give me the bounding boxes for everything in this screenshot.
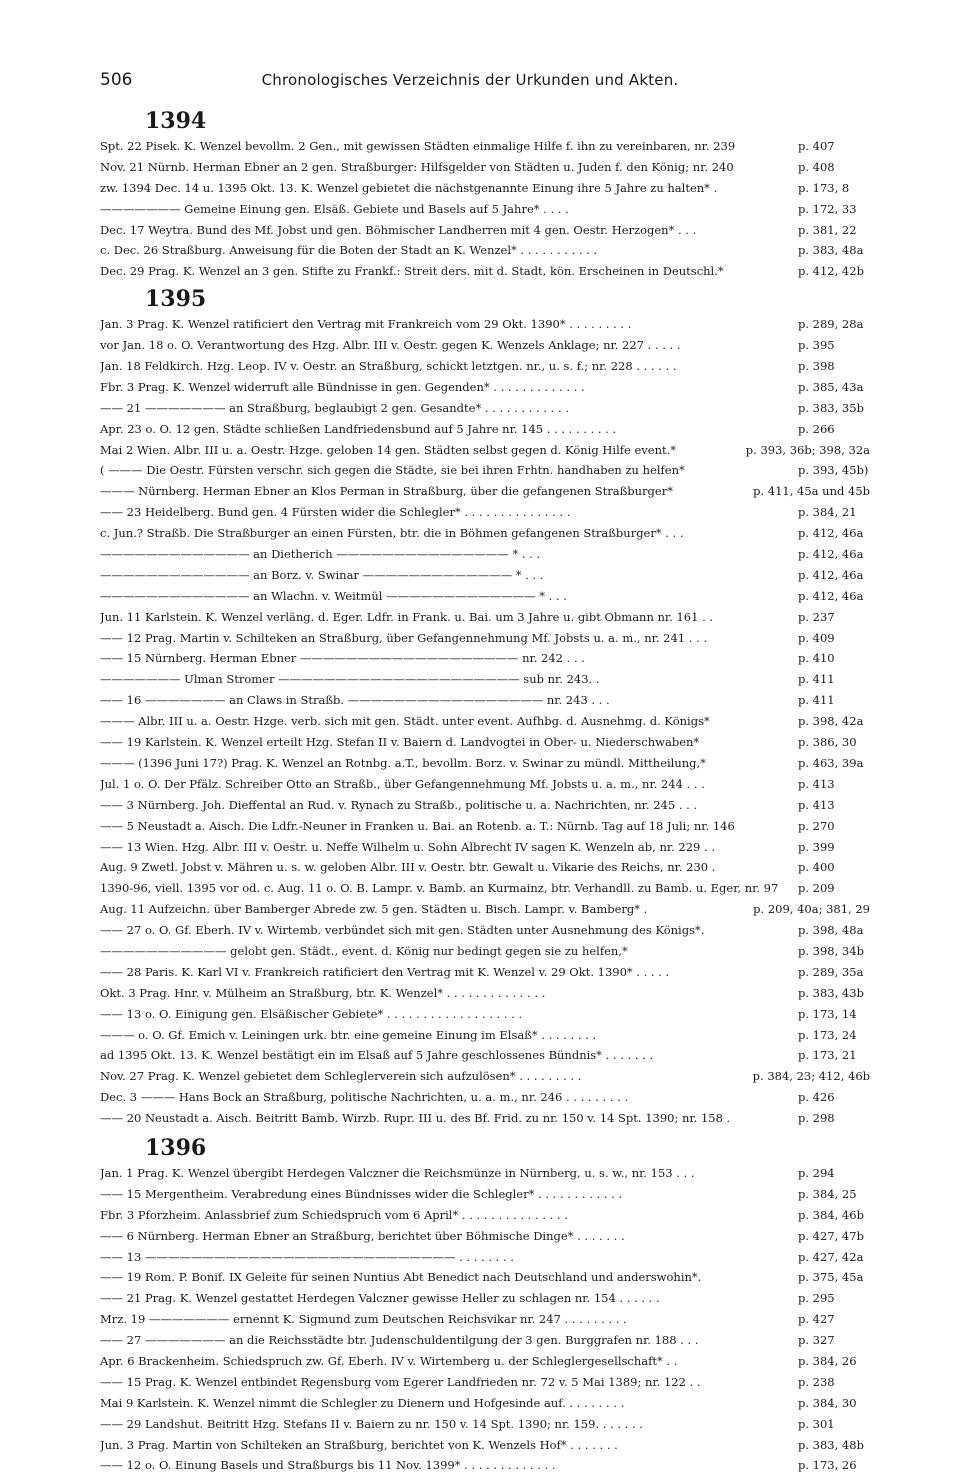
- entry-row: [100, 1066, 870, 1087]
- page-reference: p. 411: [798, 672, 835, 687]
- entry-text: —— 3 Nürnberg. Joh. Dieffental an Rud. v. Rynach zu Straßb., politische u. a. Nachrichten, nr. 245 . . .: [100, 797, 698, 812]
- entry-row: [100, 628, 870, 649]
- entry-row: [100, 1108, 870, 1129]
- entry-row: [100, 1247, 870, 1268]
- page-reference: p. 173, 14: [798, 1006, 857, 1021]
- page-reference: p. 385, 43a: [798, 379, 864, 394]
- page-reference: p. 400: [798, 860, 835, 875]
- entry-text: —— 16 ——————— an Claws in Straßb. ————————————————— nr. 243 . . .: [100, 693, 610, 708]
- entry-row: [100, 1330, 870, 1351]
- page-reference: p. 410: [798, 651, 835, 666]
- page-reference: p. 238: [798, 1374, 835, 1389]
- page-reference: p. 411: [798, 693, 835, 708]
- entry-row: [100, 240, 870, 261]
- entry-text: —— 12 Prag. Martin v. Schilteken an Straßburg, über Gefangennehmung Mf. Jobsts u. a. m., nr. 241 . . .: [100, 630, 708, 645]
- page-reference: p. 411, 45a und 45b: [753, 484, 870, 499]
- entry-text: ——— Albr. III u. a. Oestr. Hzge. verb. sich mit gen. Städt. unter event. Aufhbg. d. Ausnehmg. d. Königs*: [100, 714, 710, 729]
- entry-text: ——— (1396 Juni 17?) Prag. K. Wenzel an Rotnbg. a.T., bevollm. Borz. v. Swinar zu mündl. Mittheilung,*: [100, 755, 706, 770]
- running-title: Chronologisches Verzeichnis der Urkunden und Akten.: [261, 71, 679, 89]
- page-reference: p. 412, 42b: [798, 264, 864, 279]
- entry-text: vor Jan. 18 o. O. Verantwortung des Hzg. Albr. III v. Oestr. gegen K. Wenzels Anklage; nr. 227 . . . . .: [100, 338, 681, 353]
- page-reference: p. 384, 25: [798, 1186, 857, 1201]
- entry-row: [100, 607, 870, 628]
- page-reference: p. 398, 48a: [798, 923, 864, 938]
- entry-text: c. Dec. 26 Straßburg. Anweisung für die Boten der Stadt an K. Wenzel* . . . . . . . . . . .: [100, 243, 598, 258]
- year-heading: 1396: [145, 1134, 207, 1161]
- entry-row: [100, 1455, 870, 1476]
- page-reference: p. 384, 46b: [798, 1207, 864, 1222]
- page-reference: p. 383, 35b: [798, 400, 864, 415]
- entry-text: —— 12 o. O. Einung Basels und Straßburgs bis 11 Nov. 1399* . . . . . . . . . . . . .: [100, 1458, 556, 1473]
- page-reference: p. 393, 45b): [798, 463, 869, 478]
- entry-row: [100, 1025, 870, 1046]
- year-section-1394: [100, 106, 870, 282]
- page-reference: p. 399: [798, 839, 835, 854]
- entry-list: [100, 1163, 870, 1476]
- entry-row: [100, 669, 870, 690]
- page-reference: p. 209: [798, 881, 835, 896]
- entry-row: [100, 753, 870, 774]
- page-reference: p. 463, 39a: [798, 755, 864, 770]
- page-reference: p. 327: [798, 1333, 835, 1348]
- entry-row: [100, 178, 870, 199]
- entry-text: ——————————— gelobt gen. Städt., event. d. König nur bedingt gegen sie zu helfen,*: [100, 943, 628, 958]
- entry-row: [100, 774, 870, 795]
- entry-row: [100, 857, 870, 878]
- page-reference: p. 408: [798, 159, 835, 174]
- page-reference: p. 407: [798, 139, 835, 153]
- entry-row: [100, 398, 870, 419]
- entry-text: ——— o. O. Gf. Emich v. Leiningen urk. btr. eine gemeine Einung im Elsaß* . . . . . . . .: [100, 1027, 597, 1042]
- entry-text: —— 21 ——————— an Straßburg, beglaubigt 2 gen. Gesandte* . . . . . . . . . . . .: [100, 400, 569, 415]
- entry-text: —— 23 Heidelberg. Bund gen. 4 Fürsten wider die Schlegler* . . . . . . . . . . . . . . .: [100, 505, 571, 520]
- entry-text: Aug. 11 Aufzeichn. über Bamberger Abrede zw. 5 gen. Städten u. Bisch. Lampr. v. Bamberg* .: [100, 902, 648, 917]
- entry-text: —— 21 Prag. K. Wenzel gestattet Herdegen Valczner gewisse Heller zu schlagen nr. 154 . . . . . .: [100, 1291, 660, 1306]
- entry-text: —— 13 ——————————————————————————— . . . . . . . .: [100, 1249, 514, 1264]
- page-reference: p. 383, 43b: [798, 985, 864, 1000]
- entry-row: [100, 136, 870, 157]
- page-reference: p. 398, 34b: [798, 943, 864, 958]
- entry-row: [100, 1288, 870, 1309]
- entry-text: Dec. 29 Prag. K. Wenzel an 3 gen. Stifte zu Frankf.: Streit ders. mit d. Stadt, kön. Erscheinen in Deutschl.*: [100, 264, 724, 279]
- page-reference: p. 398, 42a: [798, 714, 864, 729]
- page-reference: p. 393, 36b; 398, 32a: [745, 442, 870, 457]
- page-reference: p. 173, 21: [798, 1048, 857, 1063]
- page-reference: p. 427: [798, 1312, 835, 1327]
- page-reference: p. 209, 40a; 381, 29: [753, 902, 870, 917]
- entry-text: ——— Nürnberg. Herman Ebner an Klos Perman in Straßburg, über die gefangenen Straßburger*: [100, 484, 673, 499]
- entry-row: [100, 335, 870, 356]
- entry-row: [100, 1351, 870, 1372]
- entry-text: ad 1395 Okt. 13. K. Wenzel bestätigt ein im Elsaß auf 5 Jahre geschlossenes Bündnis* . . . . . . .: [100, 1048, 654, 1063]
- entry-text: Nov. 27 Prag. K. Wenzel gebietet dem Schleglerverein sich aufzulösen* . . . . . . . . .: [100, 1069, 582, 1084]
- page-reference: p. 266: [798, 421, 835, 436]
- page-reference: p. 412, 46a: [798, 588, 864, 603]
- entry-row: [100, 816, 870, 837]
- entry-text: Okt. 3 Prag. Hnr. v. Mülheim an Straßburg, btr. K. Wenzel* . . . . . . . . . . . . . .: [100, 985, 546, 1000]
- entry-row: [100, 440, 870, 461]
- entry-text: Jul. 1 o. O. Der Pfälz. Schreiber Otto an Straßb., über Gefangennehmung Mf. Jobsts u. a. m., nr. 244 . . .: [100, 776, 705, 791]
- page-reference: p. 172, 33: [798, 201, 857, 216]
- page-reference: p. 173, 26: [798, 1458, 857, 1473]
- page-reference: p. 384, 21: [798, 505, 857, 520]
- page-reference: p. 413: [798, 797, 835, 812]
- entry-text: Mai 2 Wien. Albr. III u. a. Oestr. Hzge. geloben 14 gen. Städten selbst gegen d. König Hilfe event.*: [100, 442, 677, 457]
- page-reference: p. 173, 8: [798, 180, 850, 195]
- entry-text: Dec. 3 ——— Hans Bock an Straßburg, politische Nachrichten, u. a. m., nr. 246 . . . . . . . . .: [100, 1090, 629, 1105]
- page-reference: p. 413: [798, 776, 835, 791]
- entry-row: [100, 544, 870, 565]
- entry-text: Spt. 22 Pisek. K. Wenzel bevollm. 2 Gen., mit gewissen Städten einmalige Hilfe f. ihn zu vereinbaren, nr. 239: [100, 139, 736, 153]
- page-reference: p. 384, 23; 412, 46b: [752, 1069, 870, 1084]
- year-heading: 1394: [145, 108, 207, 134]
- entry-text: Jan. 1 Prag. K. Wenzel übergibt Herdegen Valczner die Reichsmünze in Nürnberg, u. s. w., nr. 153 . . .: [100, 1165, 695, 1180]
- entry-row: [100, 1414, 870, 1435]
- entry-text: c. Jun.? Straßb. Die Straßburger an einen Fürsten, btr. die in Böhmen gefangenen Straßburger* . . .: [100, 526, 684, 541]
- entry-text: Jun. 11 Karlstein. K. Wenzel verläng. d. Eger. Ldfr. in Frank. u. Bai. um 3 Jahre u. gibt Obmann nr. 161 . .: [100, 609, 714, 624]
- entry-row: [100, 837, 870, 858]
- entry-row: [100, 962, 870, 983]
- entry-row: [100, 377, 870, 398]
- page-reference: p. 412, 46a: [798, 547, 864, 562]
- entry-row: [100, 1205, 870, 1226]
- entry-row: [100, 565, 870, 586]
- entry-row: [100, 899, 870, 920]
- entry-text: Mrz. 19 ——————— ernennt K. Sigmund zum Deutschen Reichsvikar nr. 247 . . . . . . . . .: [100, 1312, 627, 1327]
- entry-text: Apr. 23 o. O. 12 gen. Städte schließen Landfriedensbund auf 5 Jahre nr. 145 . . . . . . . . . .: [100, 421, 617, 436]
- entry-row: [100, 481, 870, 502]
- entry-row: [100, 1045, 870, 1066]
- entry-text: zw. 1394 Dec. 14 u. 1395 Okt. 13. K. Wenzel gebietet die nächstgenannte Einung ihre 5 Jahre zu halten* .: [100, 180, 718, 195]
- page-reference: p. 298: [798, 1111, 835, 1126]
- entry-text: ————————————— an Dietherich ——————————————— * . . .: [100, 547, 541, 562]
- entry-text: ————————————— an Wlachn. v. Weitmül ————————————— * . . .: [100, 588, 567, 603]
- page-header: [100, 70, 870, 102]
- year-heading: 1395: [145, 286, 207, 313]
- entry-text: Jun. 3 Prag. Martin von Schilteken an Straßburg, berichtet von K. Wenzels Hof* . . . . . . .: [100, 1437, 618, 1452]
- page-reference: p. 294: [798, 1165, 835, 1180]
- entry-text: —— 13 Wien. Hzg. Albr. III v. Oestr. u. Neffe Wilhelm u. Sohn Albrecht IV sagen K. Wenzeln ab, nr. 229 . .: [100, 839, 715, 854]
- page-reference: p. 383, 48b: [798, 1437, 864, 1452]
- page-reference: p. 426: [798, 1090, 835, 1105]
- entry-row: [100, 199, 870, 220]
- entry-text: ——————— Ulman Stromer ————————————————————— sub nr. 243. .: [100, 672, 600, 687]
- entry-row: [100, 732, 870, 753]
- page-reference: p. 383, 48a: [798, 243, 864, 258]
- page-reference: p. 386, 30: [798, 735, 857, 750]
- entry-row: [100, 356, 870, 377]
- entry-text: —— 19 Rom. P. Bonif. IX Geleite für seinen Nuntius Abt Benedict nach Deutschland und anderswohin*.: [100, 1270, 702, 1285]
- entry-text: 1390-96, viell. 1395 vor od. c. Aug. 11 o. O. B. Lampr. v. Bamb. an Kurmainz, btr. Verhandll. zu Bamb. u. Eger, nr. 97: [100, 881, 779, 896]
- entry-text: Fbr. 3 Prag. K. Wenzel widerruft alle Bündnisse in gen. Gegenden* . . . . . . . . . . . . .: [100, 379, 585, 394]
- entry-row: [100, 1309, 870, 1330]
- page-reference: p. 289, 28a: [798, 317, 864, 332]
- entry-row: [100, 314, 870, 335]
- page-reference: p. 398: [798, 359, 835, 374]
- page-reference: p. 412, 46a: [798, 526, 864, 541]
- entry-text: —— 5 Neustadt a. Aisch. Die Ldfr.-Neuner in Franken u. Bai. an Rotenb. a. T.: Nürnb. Tag auf 18 Juli; nr. 146: [100, 818, 735, 833]
- entry-text: —— 29 Landshut. Beitritt Hzg. Stefans II v. Baiern zu nr. 150 v. 14 Spt. 1390; nr. 159. . . . . . .: [100, 1416, 643, 1431]
- entry-row: [100, 586, 870, 607]
- document-page: [100, 70, 870, 1476]
- page-reference: p. 384, 30: [798, 1395, 857, 1410]
- entry-text: Nov. 21 Nürnb. Herman Ebner an 2 gen. Straßburger: Hilfsgelder von Städten u. Juden f. den König; nr. 240: [100, 159, 734, 174]
- entry-text: —— 27 ——————— an die Reichsstädte btr. Judenschuldentilgung der 3 gen. Burggrafen nr. 188 . . .: [100, 1333, 699, 1348]
- entry-text: —— 13 o. O. Einigung gen. Elsäßischer Gebiete* . . . . . . . . . . . . . . . . . . .: [100, 1006, 523, 1021]
- entry-row: [100, 983, 870, 1004]
- entry-text: —— 20 Neustadt a. Aisch. Beitritt Bamb. Wirzb. Rupr. III u. des Bf. Frid. zu nr. 150 v. 14 Spt. 1390; nr. 158 .: [100, 1111, 731, 1126]
- entry-text: —— 15 Mergentheim. Verabredung eines Bündnisses wider die Schlegler* . . . . . . . . . . . .: [100, 1186, 623, 1201]
- page-reference: p. 395: [798, 338, 835, 353]
- entry-row: [100, 1184, 870, 1205]
- page-reference: p. 173, 24: [798, 1027, 857, 1042]
- entry-row: [100, 795, 870, 816]
- entry-text: —— 15 Prag. K. Wenzel entbindet Regensburg vom Egerer Landfrieden nr. 72 v. 5 Mai 1389; nr. 122 . .: [100, 1374, 701, 1389]
- page-number: 506: [100, 70, 133, 90]
- entry-text: Aug. 9 Zwetl. Jobst v. Mähren u. s. w. geloben Albr. III v. Oestr. btr. Gewalt u. Vikarie des Reichs, nr. 230 .: [100, 860, 716, 875]
- entry-row: [100, 220, 870, 241]
- entry-list: [100, 314, 870, 1129]
- entry-text: —— 27 o. O. Gf. Eberh. IV v. Wirtemb. verbündet sich mit gen. Städten unter Ausnehmung des Königs*.: [100, 923, 705, 938]
- page-reference: p. 301: [798, 1416, 835, 1431]
- page-reference: p. 427, 47b: [798, 1228, 864, 1243]
- entry-row: [100, 419, 870, 440]
- page-reference: p. 270: [798, 818, 835, 833]
- entry-text: Apr. 6 Brackenheim. Schiedspruch zw. Gf. Eberh. IV v. Wirtemberg u. der Schleglergesellschaft* . .: [100, 1353, 678, 1368]
- entry-text: ——————— Gemeine Einung gen. Elsäß. Gebiete und Basels auf 5 Jahre* . . . .: [100, 201, 569, 216]
- year-section-1395: [100, 284, 870, 1129]
- entry-list: [100, 136, 870, 282]
- page-reference: p. 384, 26: [798, 1353, 857, 1368]
- page-reference: p. 409: [798, 630, 835, 645]
- page-reference: p. 289, 35a: [798, 964, 864, 979]
- entry-text: Mai 9 Karlstein. K. Wenzel nimmt die Schlegler zu Dienern und Hofgesinde auf. . . . . . . . .: [100, 1395, 625, 1410]
- entry-row: [100, 941, 870, 962]
- entry-row: [100, 1163, 870, 1184]
- page-reference: p. 295: [798, 1291, 835, 1306]
- entry-text: Jan. 3 Prag. K. Wenzel ratificiert den Vertrag mit Frankreich vom 29 Okt. 1390* . . . . . . . . .: [100, 317, 632, 332]
- entry-row: [100, 1393, 870, 1414]
- page-reference: p. 375, 45a: [798, 1270, 864, 1285]
- entry-row: [100, 878, 870, 899]
- entry-row: [100, 920, 870, 941]
- entry-text: ( ——— Die Oestr. Fürsten verschr. sich gegen die Städte, sie bei ihren Frhtn. handhaben zu helfen*: [100, 463, 685, 478]
- entry-text: —— 19 Karlstein. K. Wenzel erteilt Hzg. Stefan II v. Baiern d. Landvogtei in Ober- u. Niederschwaben*: [100, 735, 700, 750]
- page-reference: p. 427, 42a: [798, 1249, 864, 1264]
- year-section-1396: [100, 1133, 870, 1476]
- entry-text: —— 28 Paris. K. Karl VI v. Frankreich ratificiert den Vertrag mit K. Wenzel v. 29 Okt. 1390* . . . . .: [100, 964, 670, 979]
- entry-row: [100, 648, 870, 669]
- entry-text: Fbr. 3 Pforzheim. Anlassbrief zum Schiedspruch vom 6 April* . . . . . . . . . . . . . . .: [100, 1207, 568, 1222]
- entry-row: [100, 261, 870, 282]
- entry-row: [100, 1372, 870, 1393]
- entry-row: [100, 1004, 870, 1025]
- entry-row: [100, 502, 870, 523]
- page-reference: p. 381, 22: [798, 222, 857, 237]
- entry-text: —— 6 Nürnberg. Herman Ebner an Straßburg, berichtet über Böhmische Dinge* . . . . . . .: [100, 1228, 625, 1243]
- entry-text: Dec. 17 Weytra. Bund des Mf. Jobst und gen. Böhmischer Landherren mit 4 gen. Oestr. Herzogen* . . .: [100, 222, 697, 237]
- entry-row: [100, 1267, 870, 1288]
- page-reference: p. 237: [798, 609, 835, 624]
- entry-row: [100, 523, 870, 544]
- entry-row: [100, 711, 870, 732]
- entry-row: [100, 1087, 870, 1108]
- entry-row: [100, 690, 870, 711]
- page-reference: p. 412, 46a: [798, 567, 864, 582]
- entry-text: ————————————— an Borz. v. Swinar ————————————— * . . .: [100, 567, 544, 582]
- entry-text: —— 15 Nürnberg. Herman Ebner ——————————————————— nr. 242 . . .: [100, 651, 585, 666]
- entry-row: [100, 157, 870, 178]
- entry-text: Jan. 18 Feldkirch. Hzg. Leop. IV v. Oestr. an Straßburg, schickt letztgen. nr., u. s. f.; nr. 228 . . . . . .: [100, 359, 677, 374]
- entry-row: [100, 460, 870, 481]
- entry-row: [100, 1226, 870, 1247]
